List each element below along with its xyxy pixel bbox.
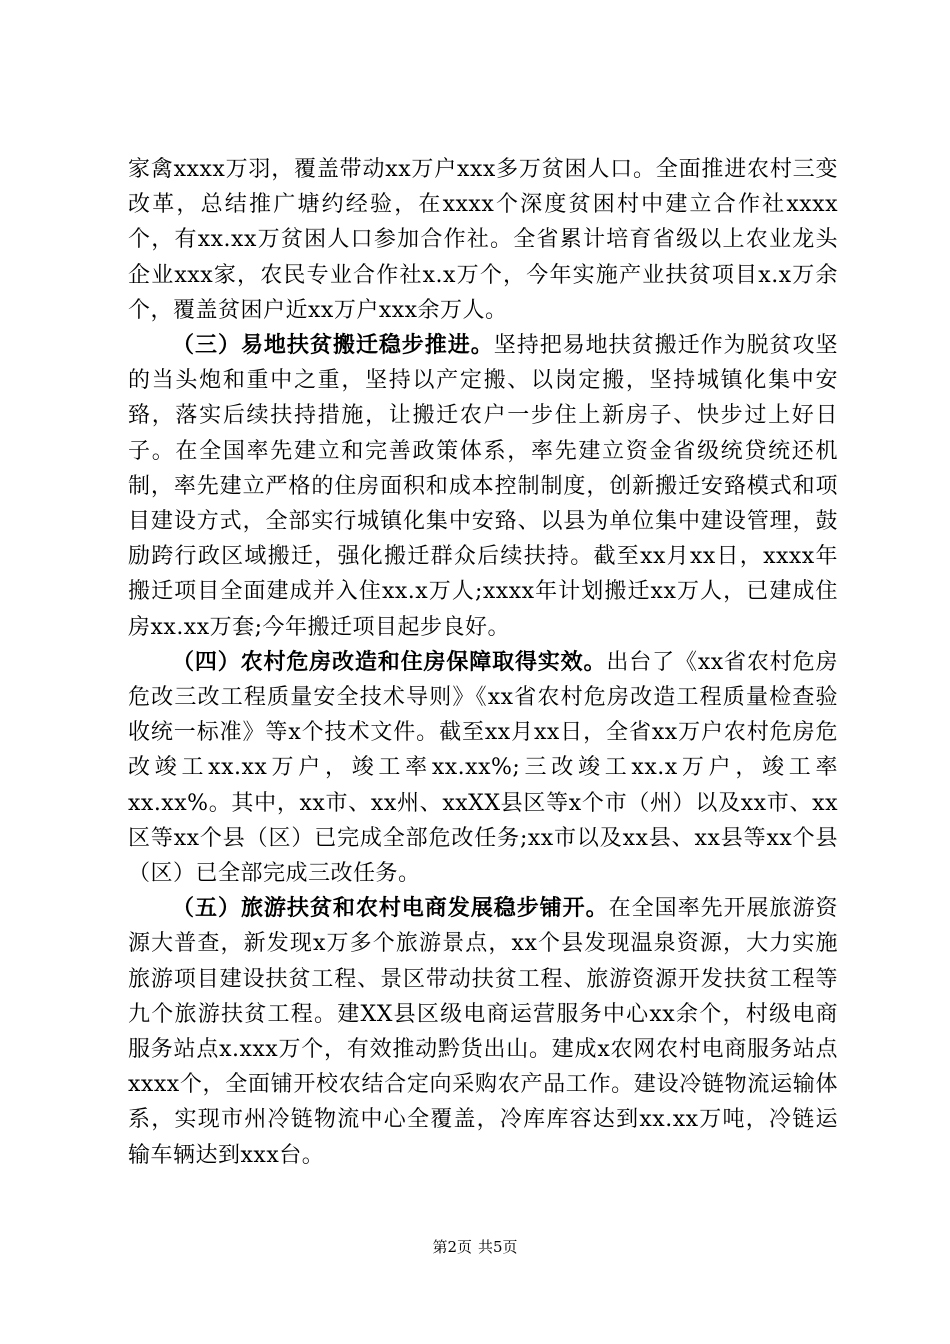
paragraph-relocation bbox=[128, 328, 838, 645]
paragraph-continuation bbox=[128, 152, 838, 328]
paragraph-housing bbox=[128, 645, 838, 891]
page-number: 第2页 bbox=[432, 1238, 472, 1256]
page-footer bbox=[0, 1237, 950, 1257]
section-heading: （四）农村危房改造和住房保障取得实效。 bbox=[172, 649, 607, 675]
paragraph-text: 出台了《xx省农村危房危改三改工程质量安全技术导则》《xx省农村危房改造工程质量检查验收统一标准》等x个技术文件。截至xx月xx日，全省xx万户农村危房危改竣工xx.xx万户，竣工率xx.xx%;三改竣工xx.x万户，竣工率xx.xx%。其中，xx市、xx州、xxXX县区等x个市（州）以及xx市、xx区等xx个县（区）已完成全部危改任务;xx市以及xx县、xx县等xx个县（区）已全部完成三改任务。 bbox=[128, 649, 838, 887]
paragraph-tourism bbox=[128, 891, 838, 1173]
section-heading: （五）旅游扶贫和农村电商发展稳步铺开。 bbox=[172, 896, 609, 922]
paragraph-text: 在全国率先开展旅游资源大普查，新发现x万多个旅游景点，xx个县发现温泉资源，大力实施旅游项目建设扶贫工程、景区带动扶贫工程、旅游资源开发扶贫工程等九个旅游扶贫工程。建XX县区级电商运营服务中心xx余个，村级电商服务站点x.xxx万个，有效推动黔货出山。建成x农网农村电商服务站点xxxx个，全面铺开校农结合定向采购农产品工作。建设冷链物流运输体系，实现市州冷链物流中心全覆盖，冷库库容达到xx.xx万吨，冷链运输车辆达到xxx台。 bbox=[128, 896, 838, 1168]
paragraph-text: 家禽xxxx万羽，覆盖带动xx万户xxx多万贫困人口。全面推进农村三变改革，总结推广塘约经验，在xxxx个深度贫困村中建立合作社xxxx个，有xx.xx万贫困人口参加合作社。全省累计培育省级以上农业龙头企业xxx家，农民专业合作社x.x万个，今年实施产业扶贫项目x.x万余个，覆盖贫困户近xx万户xxx余万人。 bbox=[128, 157, 838, 323]
section-heading: （三）易地扶贫搬迁稳步推进。 bbox=[172, 333, 494, 359]
document-body bbox=[128, 152, 838, 1173]
paragraph-text: 坚持把易地扶贫搬迁作为脱贫攻坚的当头炮和重中之重，坚持以产定搬、以岗定搬，坚持城镇化集中安臵，落实后续扶持措施，让搬迁农户一步住上新房子、快步过上好日子。在全国率先建立和完善政策体系，率先建立资金省级统贷统还机制，率先建立严格的住房面积和成本控制制度，创新搬迁安臵模式和项目建设方式，全部实行城镇化集中安臵、以县为单位集中建设管理，鼓励跨行政区域搬迁，强化搬迁群众后续扶持。截至xx月xx日，xxxx年搬迁项目全面建成并入住xx.x万人;xxxx年计划搬迁xx万人，已建成住房xx.xx万套;今年搬迁项目起步良好。 bbox=[128, 333, 838, 640]
page-total: 共5页 bbox=[478, 1238, 518, 1256]
